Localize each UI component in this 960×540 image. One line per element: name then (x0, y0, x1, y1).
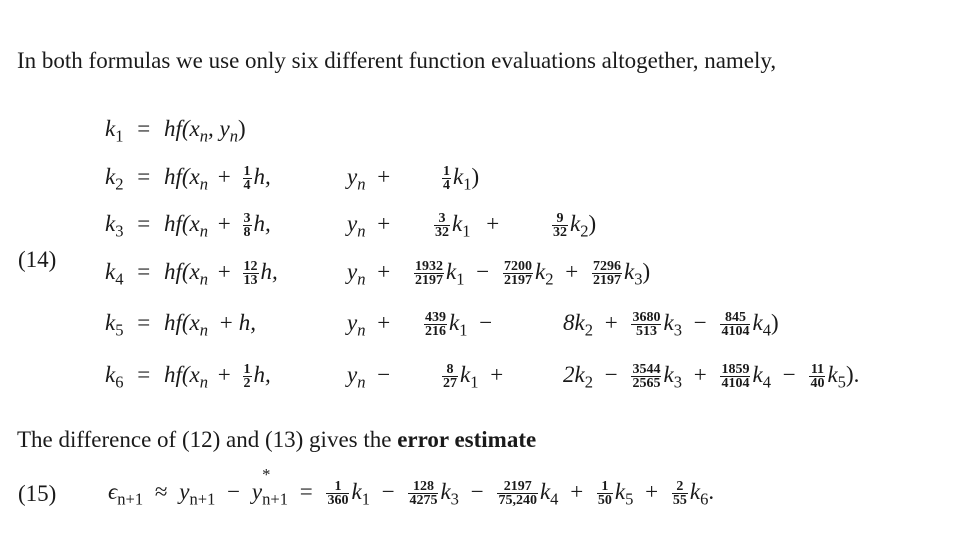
fraction: $\frac{1}{360}$ (327, 479, 349, 509)
eq-row-k4-y: $y_n$ + (347, 259, 391, 289)
eq-row-k6-y: $y_n$ − (347, 362, 391, 392)
fraction: $\frac{12}{13}$ (243, 259, 258, 289)
difference-text: The difference of (12) and (13) gives the error estimate (17, 427, 537, 452)
eq-row-k4: $k_4 = hf(x_n$ + $\frac{12}{13}$ h, (105, 259, 278, 289)
equation-14-label: (14) (18, 247, 57, 272)
eq-row-k2: $k_2 = hf(x_n$ + $\frac{1}{4}$ h, (105, 164, 271, 194)
eq-row-k3-terms-2: $\frac{9}{32}$ $k_2$) (553, 211, 597, 241)
eq-row-k6-terms: $\frac{8}{27}$ $k_1$ + (443, 362, 504, 392)
eq-row-k3-y: $y_n$ + (347, 211, 391, 241)
eq-row-k3-terms: $\frac{3}{32}$ $k_1$ + (435, 211, 500, 241)
fraction: $\frac{11}{40}$ (810, 362, 825, 392)
fraction: $\frac{845}{4104}$ (721, 310, 750, 340)
fraction: $\frac{1932}{2197}$ (415, 259, 443, 289)
eq-row-k4-terms: $\frac{1932}{2197}$ $k_1$ − $\frac{7200}{2197}$ $k_2$ + $\frac{7296}{2197}$ $k_3$) (415, 259, 651, 289)
fraction: $\frac{3}{32}$ (435, 211, 449, 241)
fraction: $\frac{3544}{2565}$ (632, 362, 661, 392)
fraction: $\frac{1}{50}$ (597, 479, 612, 509)
fraction: $\frac{7200}{2197}$ (503, 259, 532, 289)
fraction: $\frac{439}{216}$ (425, 310, 446, 340)
intro-text: In both formulas we use only six different function evaluations altogether, namely, (17, 48, 777, 73)
fraction: $\frac{2}{55}$ (672, 479, 687, 509)
fraction: $\frac{1}{4}$ (443, 164, 450, 194)
fraction: $\frac{128}{4275}$ (409, 479, 438, 509)
fraction: $\frac{3}{8}$ (243, 211, 251, 241)
eq-row-k2-terms: $\frac{1}{4}$ $k_1$) (443, 164, 480, 194)
fraction: $\frac{3680}{513}$ (632, 310, 661, 340)
eq-row-k1: $k_1 = hf(x_n$, $y_n$) (105, 116, 246, 146)
eq-row-k2-y: $y_n$ + (347, 164, 391, 194)
eq-row-k6: $k_6 = hf(x_n$ + $\frac{1}{2}$ h, (105, 362, 271, 392)
equation-15-label: (15) (18, 481, 57, 506)
eq-row-k3: $k_3 = hf(x_n$ + $\frac{3}{8}$ h, (105, 211, 271, 241)
fraction: $\frac{8}{27}$ (443, 362, 457, 392)
fraction: $\frac{1}{2}$ (243, 362, 251, 392)
eq-row-k5-y: $y_n$ + (347, 310, 391, 340)
fraction: $\frac{2197}{75,240}$ (498, 479, 537, 509)
eq-row-k5: $k_5 = hf(x_n + h$, (105, 310, 257, 340)
fraction: $\frac{1859}{4104}$ (721, 362, 750, 392)
fraction: $\frac{7296}{2197}$ (592, 259, 621, 289)
error-estimate-term: error estimate (397, 427, 537, 452)
fraction: $\frac{9}{32}$ (553, 211, 567, 241)
fraction: $\frac{1}{4}$ (243, 164, 251, 194)
equation-15: $\epsilon_{n+1} \approx y_{n+1} - y$ * $_{n+1}$ = $\frac{1}{360}$ $k_1$ − $\frac{128}{4275}$ $k_3$ − $\frac{2197}{75,240}$ $k_4$ + $\frac{1}{50}$ $k_5$ + $\frac{2}{55}$ $k_6$. (108, 465, 715, 509)
eq-row-k5-terms: $\frac{439}{216}$ $k_1$ − (425, 310, 493, 340)
eq-row-k6-terms-2: $2k_2$ − $\frac{3544}{2565}$ $k_3$ + $\frac{1859}{4104}$ $k_4$ − $\frac{11}{40}$ $k_5$). (563, 362, 860, 392)
eq-row-k5-terms-2: $8k_2$ + $\frac{3680}{513}$ $k_3$ − $\frac{845}{4104}$ $k_4$) (563, 310, 779, 340)
